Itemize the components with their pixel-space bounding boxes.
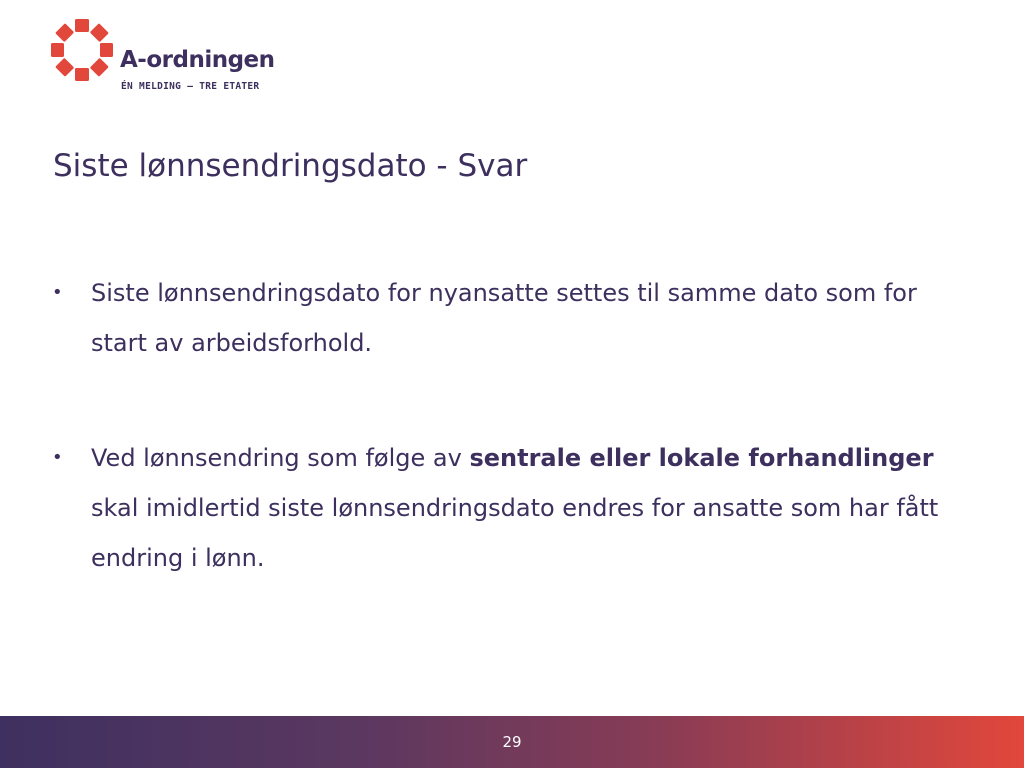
a-ordningen-ring-icon bbox=[50, 18, 114, 82]
bullet-item bbox=[52, 433, 972, 583]
bullet-text: Ved lønnsendring som følge av bbox=[91, 444, 470, 472]
bullet-text: Siste lønnsendringsdato for nyansatte settes til samme dato som for start av arbeidsforhold. bbox=[91, 279, 917, 357]
bullet-text-continued: skal imidlertid siste lønnsendringsdato endres for ansatte som har fått endring i lønn. bbox=[91, 494, 939, 572]
logo bbox=[50, 18, 290, 100]
footer-bar bbox=[0, 716, 1024, 768]
bullet-list bbox=[52, 268, 972, 583]
bullet-marker: • bbox=[52, 282, 63, 303]
slide-title: Siste lønnsendringsdato - Svar bbox=[53, 148, 528, 184]
bullet-marker: • bbox=[52, 447, 63, 468]
bullet-item bbox=[52, 268, 972, 368]
bullet-text-bold: sentrale eller lokale forhandlinger bbox=[469, 444, 934, 472]
logo-tagline: ÉN MELDING – TRE ETATER bbox=[121, 81, 260, 92]
page-number: 29 bbox=[502, 733, 522, 751]
logo-name: A-ordningen bbox=[120, 47, 275, 73]
